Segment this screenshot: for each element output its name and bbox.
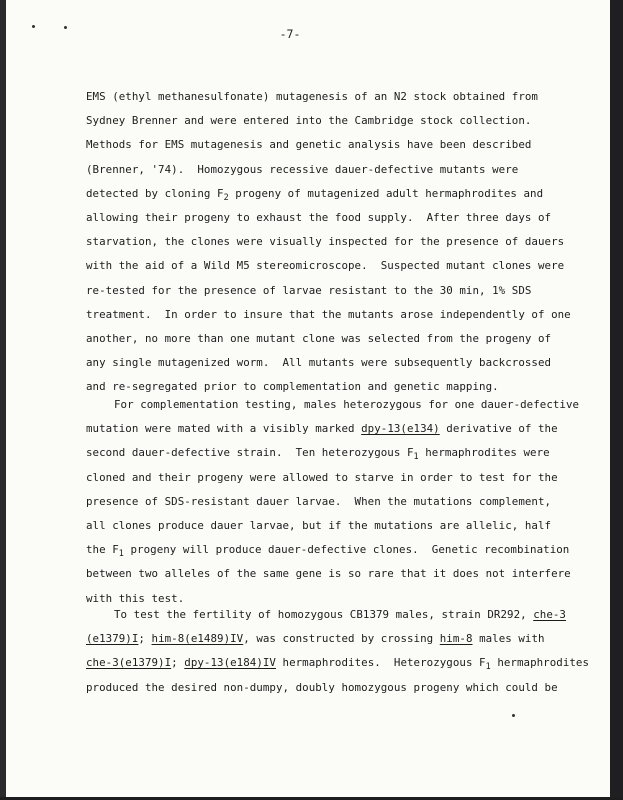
text-run: For complementation testing, males heterozygous for one dauer-defective: [114, 398, 580, 411]
text-line: [86, 284, 531, 297]
text-run: another, no more than one mutant clone was selected from the progeny of: [86, 332, 552, 345]
text-run: detected by cloning F: [86, 186, 224, 200]
underlined-term: che-3: [533, 608, 566, 621]
text-run: re-tested for the presence of larvae resistant to the 30 min, 1% SDS: [86, 283, 532, 297]
text-run: males with: [472, 632, 545, 646]
text-run: produced the desired non-dumpy, doubly homozygous progeny which could be: [86, 680, 558, 694]
underlined-term: him-8: [439, 632, 473, 646]
text-line: [114, 398, 579, 411]
text-run: ;: [138, 632, 152, 646]
text-line: [114, 608, 566, 621]
text-run: any single mutagenized worm. All mutants were subsequently backcrossed: [86, 356, 552, 370]
text-line: [86, 90, 538, 103]
text-run: hermaphrodites: [490, 656, 590, 670]
text-line: [86, 632, 545, 645]
subscript: 1: [118, 549, 124, 560]
text-line: [86, 163, 518, 176]
text-line: [86, 543, 570, 560]
text-run: cloned and their progeny were allowed to starve in order to test for the: [86, 470, 558, 484]
text-line: [86, 681, 558, 694]
speck-mark: [512, 714, 515, 717]
text-run: allowing their progeny to exhaust the food supply. After three days of: [86, 211, 552, 224]
text-line: [86, 380, 499, 393]
text-run: , was constructed by crossing: [243, 632, 440, 646]
underlined-term: dpy-13(e184)IV: [184, 656, 276, 670]
page-number: -7-: [279, 27, 301, 41]
text-run: second dauer-defective strain. Ten heterozygous F: [86, 446, 414, 460]
text-run: the F: [86, 543, 119, 557]
text-line: [86, 422, 558, 435]
underlined-term: dpy-13(e134): [361, 422, 440, 436]
text-run: Sydney Brenner and were entered into the Cambridge stock collection.: [86, 114, 532, 128]
underlined-term: che-3(e1379)I: [86, 656, 172, 670]
text-run: EMS (ethyl methanesulfonate) mutagenesis of an N2 stock obtained from: [86, 90, 538, 103]
text-run: treatment. In order to insure that the mutants arose independently of one: [86, 307, 571, 321]
text-line: [86, 495, 551, 508]
text-run: with the aid of a Wild M5 stereomicroscope. Suspected mutant clones were: [86, 259, 565, 273]
subscript: 1: [485, 662, 491, 673]
text-line: [86, 138, 531, 151]
text-line: [86, 211, 551, 224]
text-line: [86, 308, 571, 321]
text-run: between two alleles of the same gene is so rare that it does not interfere: [86, 567, 571, 581]
text-line: [86, 332, 551, 345]
text-line: [86, 446, 550, 463]
text-line: [86, 471, 558, 484]
text-line: [86, 592, 184, 605]
text-run: all clones produce dauer larvae, but if the mutations are allelic, half: [86, 519, 552, 532]
text-run: progeny will produce dauer-defective clones. Genetic recombination: [123, 543, 570, 557]
text-line: [86, 259, 564, 272]
text-run: hermaphrodites. Heterozygous F: [275, 656, 486, 670]
text-run: ;: [171, 656, 185, 670]
text-line: [86, 567, 571, 580]
text-run: progeny of mutagenized adult hermaphrodites and: [228, 186, 544, 200]
text-run: hermaphrodites were: [418, 446, 550, 460]
text-run: (Brenner, '74). Homozygous recessive dauer-defective mutants were: [86, 162, 519, 176]
text-run: mutation were mated with a visibly marked: [86, 422, 362, 436]
text-line: [86, 519, 551, 532]
text-run: To test the fertility of homozygous CB1379 males, strain DR292,: [114, 608, 534, 621]
text-line: [86, 114, 531, 127]
underlined-term: (e1379)I: [86, 632, 139, 646]
text-run: derivative of the: [439, 422, 558, 436]
text-line: [86, 235, 564, 248]
subscript: 1: [413, 452, 419, 463]
text-line: [86, 656, 590, 673]
text-run: presence of SDS-resistant dauer larvae. When the mutations complement,: [86, 494, 552, 508]
underlined-term: him-8(e1489)IV: [151, 632, 244, 646]
text-run: with this test.: [86, 591, 185, 605]
text-run: Methods for EMS mutagenesis and genetic analysis have been described: [86, 138, 532, 152]
text-line: [86, 356, 551, 369]
page-edge-shadow: [610, 0, 623, 800]
subscript: 2: [223, 192, 229, 203]
text-run: starvation, the clones were visually inspected for the presence of dauers: [86, 235, 565, 249]
text-run: and re-segregated prior to complementation and genetic mapping.: [86, 380, 499, 394]
text-line: [86, 186, 544, 203]
